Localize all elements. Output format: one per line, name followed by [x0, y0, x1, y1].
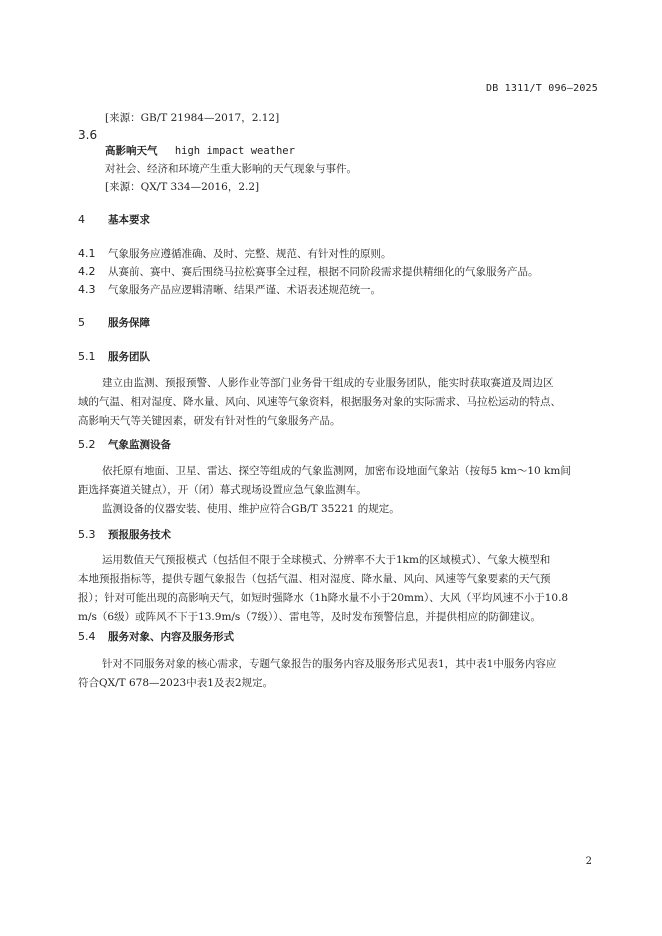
term-heading-3-6 [105, 144, 295, 158]
paragraph-5-2a [78, 462, 586, 500]
page-number: 2 [585, 856, 592, 867]
paragraph-line: m/s（6级）或阵风不下于13.9m/s（7级））、雷电等，及时发布预警信息，并提供相应的防御建议。 [78, 611, 542, 623]
paragraph-line: 本地预报指标等，提供专题气象报告（包括气温、相对湿度、降水量、风向、风速等气象要素的天气预 [78, 573, 551, 585]
term-cn: 高影响天气 [105, 145, 158, 157]
section-title: 服务保障 [108, 317, 150, 329]
paragraph-line: 建立由监测、预报预警、人影作业等部门业务骨干组成的专业服务团队，能实时获取赛道及周边区 [102, 377, 554, 389]
paragraph-5-1 [78, 374, 586, 431]
paragraph-line: 高影响天气等关键因素，研发有针对性的气象服务产品。 [78, 415, 341, 427]
subsection-heading-5-4 [78, 630, 234, 644]
subsection-heading-5-3 [78, 528, 171, 542]
section-number: 4 [78, 213, 85, 226]
source-note-3-6: [来源：QX/T 334—2016，2.2] [105, 181, 260, 193]
subsection-title: 服务对象、内容及服务形式 [108, 631, 234, 643]
paragraph-line: 符合QX/T 678—2023中表1及表2规定。 [78, 677, 274, 689]
paragraph-line: 针对不同服务对象的核心需求，专题气象报告的服务内容及服务形式见表1，其中表1中服务内容应 [102, 658, 557, 670]
clause-4-1 [78, 247, 392, 261]
subsection-number: 5.1 [78, 350, 96, 363]
subsection-heading-5-2 [78, 438, 171, 452]
section-number: 5 [78, 316, 85, 329]
subsection-title: 服务团队 [108, 351, 150, 363]
term-en: high impact weather [174, 145, 295, 157]
paragraph-line: 依托原有地面、卫星、雷达、探空等组成的气象监测网，加密布设地面气象站（按每5 km～10 km间 [102, 465, 571, 477]
document-id: DB 1311/T 096—2025 [486, 83, 598, 94]
clause-text: 从赛前、赛中、赛后围绕马拉松赛事全过程，根据不同阶段需求提供精细化的气象服务产品。 [108, 266, 539, 278]
clause-number-3-6: 3.6 [78, 128, 98, 142]
clause-number: 4.2 [78, 265, 96, 278]
clause-4-2 [78, 265, 539, 279]
paragraph-line: 运用数值天气预报模式（包括但不限于全球模式、分辨率不大于1km的区域模式）、气象大模型和 [102, 554, 551, 566]
source-note-3-5: [来源：GB/T 21984—2017，2.12] [105, 112, 280, 124]
subsection-title: 预报服务技术 [108, 529, 171, 541]
paragraph-5-3 [78, 551, 586, 627]
section-heading-4 [78, 213, 150, 227]
clause-text: 气象服务产品应逻辑清晰、结果严谨、术语表述规范统一。 [108, 284, 381, 296]
term-definition-3-6: 对社会、经济和环境产生重大影响的天气现象与事件。 [105, 163, 357, 175]
clause-text: 气象服务应遵循准确、及时、完整、规范、有针对性的原则。 [108, 248, 392, 260]
paragraph-line: 监测设备的仪器安装、使用、维护应符合GB/T 35221 的规定。 [102, 503, 400, 515]
paragraph-5-4 [78, 655, 586, 693]
section-title: 基本要求 [108, 214, 150, 226]
clause-number: 4.3 [78, 283, 96, 296]
subsection-heading-5-1 [78, 350, 150, 364]
paragraph-line: 域的气温、相对湿度、降水量、风向、风速等气象资料，根据服务对象的实际需求、马拉松运动的特点、 [78, 396, 561, 408]
paragraph-line: 距选择赛道关键点），开（闭）幕式现场设置应急气象监测车。 [78, 484, 367, 496]
paragraph-line: 报）；针对可能出现的高影响天气，如短时强降水（1h降水量不小于20mm）、大风（平均风速不小于10.8 [78, 592, 569, 604]
subsection-title: 气象监测设备 [108, 439, 171, 451]
subsection-number: 5.4 [78, 630, 96, 643]
clause-4-3 [78, 283, 381, 297]
paragraph-5-2b [78, 500, 586, 519]
subsection-number: 5.3 [78, 528, 96, 541]
section-heading-5 [78, 316, 150, 330]
subsection-number: 5.2 [78, 438, 96, 451]
clause-number: 4.1 [78, 247, 96, 260]
